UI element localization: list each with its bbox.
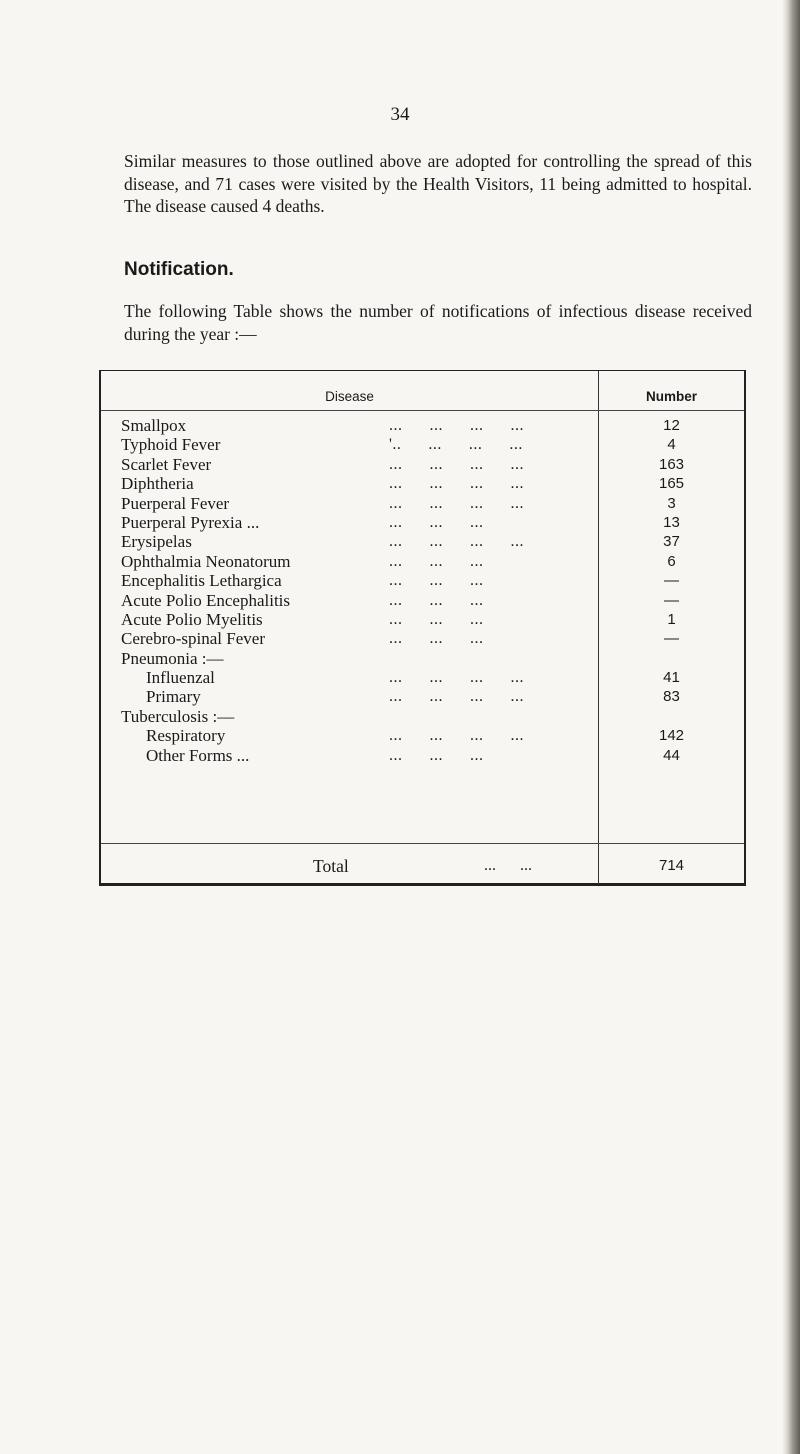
- disease-label: Influenzal: [146, 668, 215, 688]
- table-row: [101, 494, 744, 513]
- table-row: [101, 571, 744, 590]
- dot-leader: '.. ... ... ...: [389, 436, 523, 454]
- total-value: 714: [658, 857, 685, 874]
- disease-label: Respiratory: [146, 726, 226, 746]
- total-rule: [101, 843, 744, 844]
- total-label: Total: [313, 856, 349, 876]
- disease-label: Diphtheria: [121, 474, 194, 494]
- table-row: [101, 707, 744, 726]
- dot-leader: ... ... ... ...: [389, 494, 524, 512]
- notification-count: 13: [663, 513, 680, 531]
- table-row: [101, 416, 744, 435]
- disease-label: Ophthalmia Neonatorum: [121, 551, 291, 571]
- intro-paragraph: Similar measures to those outlined above are adopted for controlling the spread of this disease, and 71 cases were visited by the Health Visitors, 11 being admitted to hospital. The disease caused 4 deaths.: [124, 151, 752, 216]
- dot-leader: ... ... ... ...: [389, 417, 524, 434]
- table-row: [101, 532, 744, 551]
- dot-leader: ... ... ... ...: [389, 669, 524, 687]
- table-row: [101, 552, 744, 571]
- notification-count: 44: [663, 746, 680, 764]
- header-disease: Disease: [325, 389, 374, 404]
- notification-count: 41: [663, 669, 680, 687]
- notification-count: 1: [667, 610, 676, 628]
- dot-leader: ... ... ... ...: [389, 533, 524, 551]
- lead-paragraph: The following Table shows the number of notifications of infectious disease received during the year :—: [124, 301, 752, 344]
- table-row: [101, 455, 744, 474]
- dot-leader: ... ... ...: [389, 513, 484, 531]
- table-row: [101, 629, 744, 648]
- page-edge-shadow: [782, 0, 800, 1454]
- dot-leader: ... ... ...: [389, 746, 484, 764]
- dot-leader: ... ... ... ...: [389, 455, 524, 473]
- table-row: [101, 746, 744, 765]
- dot-leader: ... ... ... ...: [389, 475, 524, 493]
- table-row: [101, 649, 744, 668]
- table-row: [101, 687, 744, 706]
- dot-leader: ... ... ... ...: [389, 727, 524, 745]
- dot-leader: ... ... ...: [389, 591, 484, 609]
- header-number: Number: [645, 389, 697, 404]
- disease-label: Typhoid Fever: [121, 435, 221, 455]
- disease-label: Pneumonia :—: [121, 648, 224, 668]
- notification-count: 83: [663, 688, 680, 706]
- disease-label: Primary: [146, 687, 201, 707]
- disease-label: Puerperal Pyrexia ...: [121, 512, 260, 532]
- total-leader: ... ...: [484, 857, 532, 874]
- notification-count: 165: [658, 475, 685, 493]
- notification-count: 3: [667, 494, 676, 512]
- dot-leader: ... ... ...: [389, 630, 484, 648]
- dot-leader: ... ... ...: [389, 572, 484, 590]
- dot-leader: ... ... ...: [389, 552, 484, 570]
- disease-label: Erysipelas: [121, 532, 192, 552]
- dot-leader: ... ... ... ...: [389, 688, 524, 706]
- notification-count: 12: [663, 417, 680, 434]
- table-row: [101, 610, 744, 629]
- total-row: [101, 851, 744, 881]
- disease-label: Smallpox: [121, 416, 187, 435]
- table-row: [101, 435, 744, 454]
- disease-label: Tuberculosis :—: [121, 706, 235, 726]
- table-row: [101, 726, 744, 745]
- table-row: [101, 513, 744, 532]
- disease-label: Encephalitis Lethargica: [121, 571, 282, 591]
- header-rule: [101, 410, 744, 411]
- disease-label: Cerebro-spinal Fever: [121, 629, 265, 649]
- notification-count: —: [664, 572, 679, 590]
- disease-label: Scarlet Fever: [121, 454, 212, 474]
- table-row: [101, 591, 744, 610]
- notification-count: —: [664, 630, 679, 648]
- disease-label: Acute Polio Myelitis: [121, 609, 263, 629]
- disease-label: Other Forms ...: [146, 745, 250, 765]
- notifications-table: [99, 370, 746, 886]
- notification-count: 4: [667, 436, 676, 454]
- notification-count: 6: [667, 552, 676, 570]
- table-body: [101, 416, 744, 765]
- notification-count: 37: [663, 533, 680, 551]
- section-heading: Notification.: [124, 259, 234, 280]
- table-row: [101, 474, 744, 493]
- notification-count: —: [664, 591, 679, 609]
- table-row: [101, 668, 744, 687]
- notification-count: 142: [658, 727, 685, 745]
- dot-leader: ... ... ...: [389, 610, 484, 628]
- page-number: 34: [390, 104, 410, 125]
- notification-count: 163: [658, 455, 685, 473]
- disease-label: Puerperal Fever: [121, 493, 230, 513]
- disease-label: Acute Polio Encephalitis: [121, 590, 291, 610]
